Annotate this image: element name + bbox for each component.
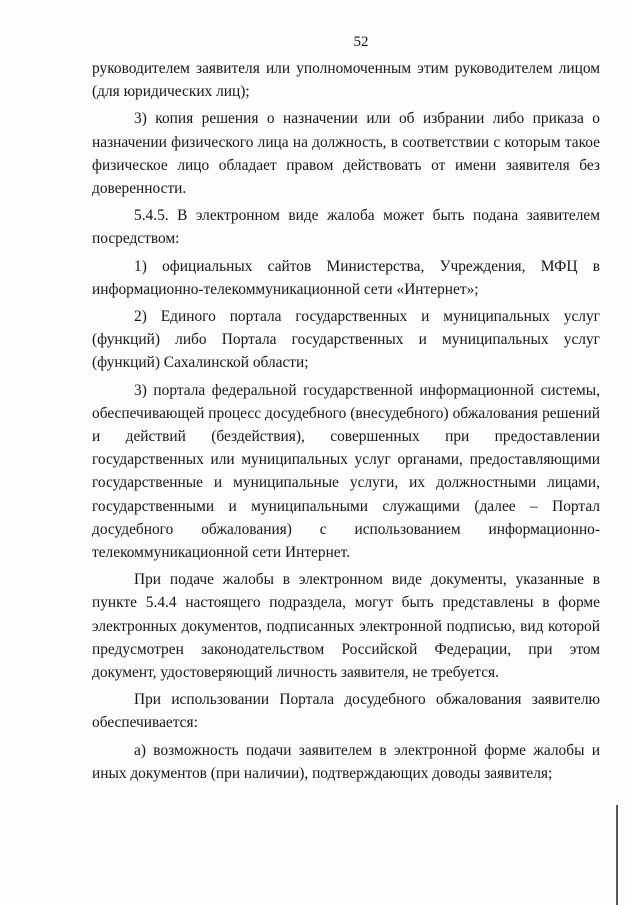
paragraph-item-2-unified-portal: 2) Единого портала государственных и муниципальных услуг (функций) либо Портала государственных и муниципальных услуг (функций) Сахалинской области; [92, 308, 600, 372]
paragraph-5-4-5: 5.4.5. В электронном виде жалоба может быть подана заявителем посредством: [92, 207, 600, 248]
paragraph-item-3-decision-copy: 3) копия решения о назначении или об избрании либо приказа о назначении физического лица на должность, в соответствии с которым такое физическое лицо обладает правом действовать от имени заявителя без доверенности. [92, 110, 600, 198]
paragraph-item-a: а) возможность подачи заявителем в электронной форме жалобы и иных документов (при наличии), подтверждающих доводы заявителя; [92, 741, 600, 782]
paragraph-portal-provides: При использовании Портала досудебного обжалования заявителю обеспечивается: [92, 691, 600, 732]
scan-edge-line [616, 805, 618, 905]
paragraph-continuation: руководителем заявителя или уполномоченным этим руководителем лицом (для юридических лиц); [92, 60, 600, 101]
paragraph-electronic-submission: При подаче жалобы в электронном виде документы, указанные в пункте 5.4.4 настоящего подраздела, могут быть представлены в форме электронных документов, подписанных электронной подписью, вид которой предусмотрен законодательством Российской Федерации, при этом документ, удостоверяющий личность заявителя, не требуется. [92, 571, 600, 682]
paragraph-item-3-federal-portal: 3) портала федеральной государственной информационной системы, обеспечивающей процесс досудебного (внесудебного) обжалования решений и действий (бездействия), совершенных при предоставлении государственных или муниципальных услуг органами, предоставляющими государственные и муниципальные услуги, их должностными лицами, государственными и муниципальными служащими (далее – Портал досудебного обжалования) с использованием информационно-телекоммуникационной сети Интернет. [92, 381, 600, 562]
page-number: 52 [353, 34, 369, 50]
paragraph-item-1-official-sites: 1) официальных сайтов Министерства, Учреждения, МФЦ в информационно-телекоммуникационной сети «Интернет»; [92, 257, 600, 298]
